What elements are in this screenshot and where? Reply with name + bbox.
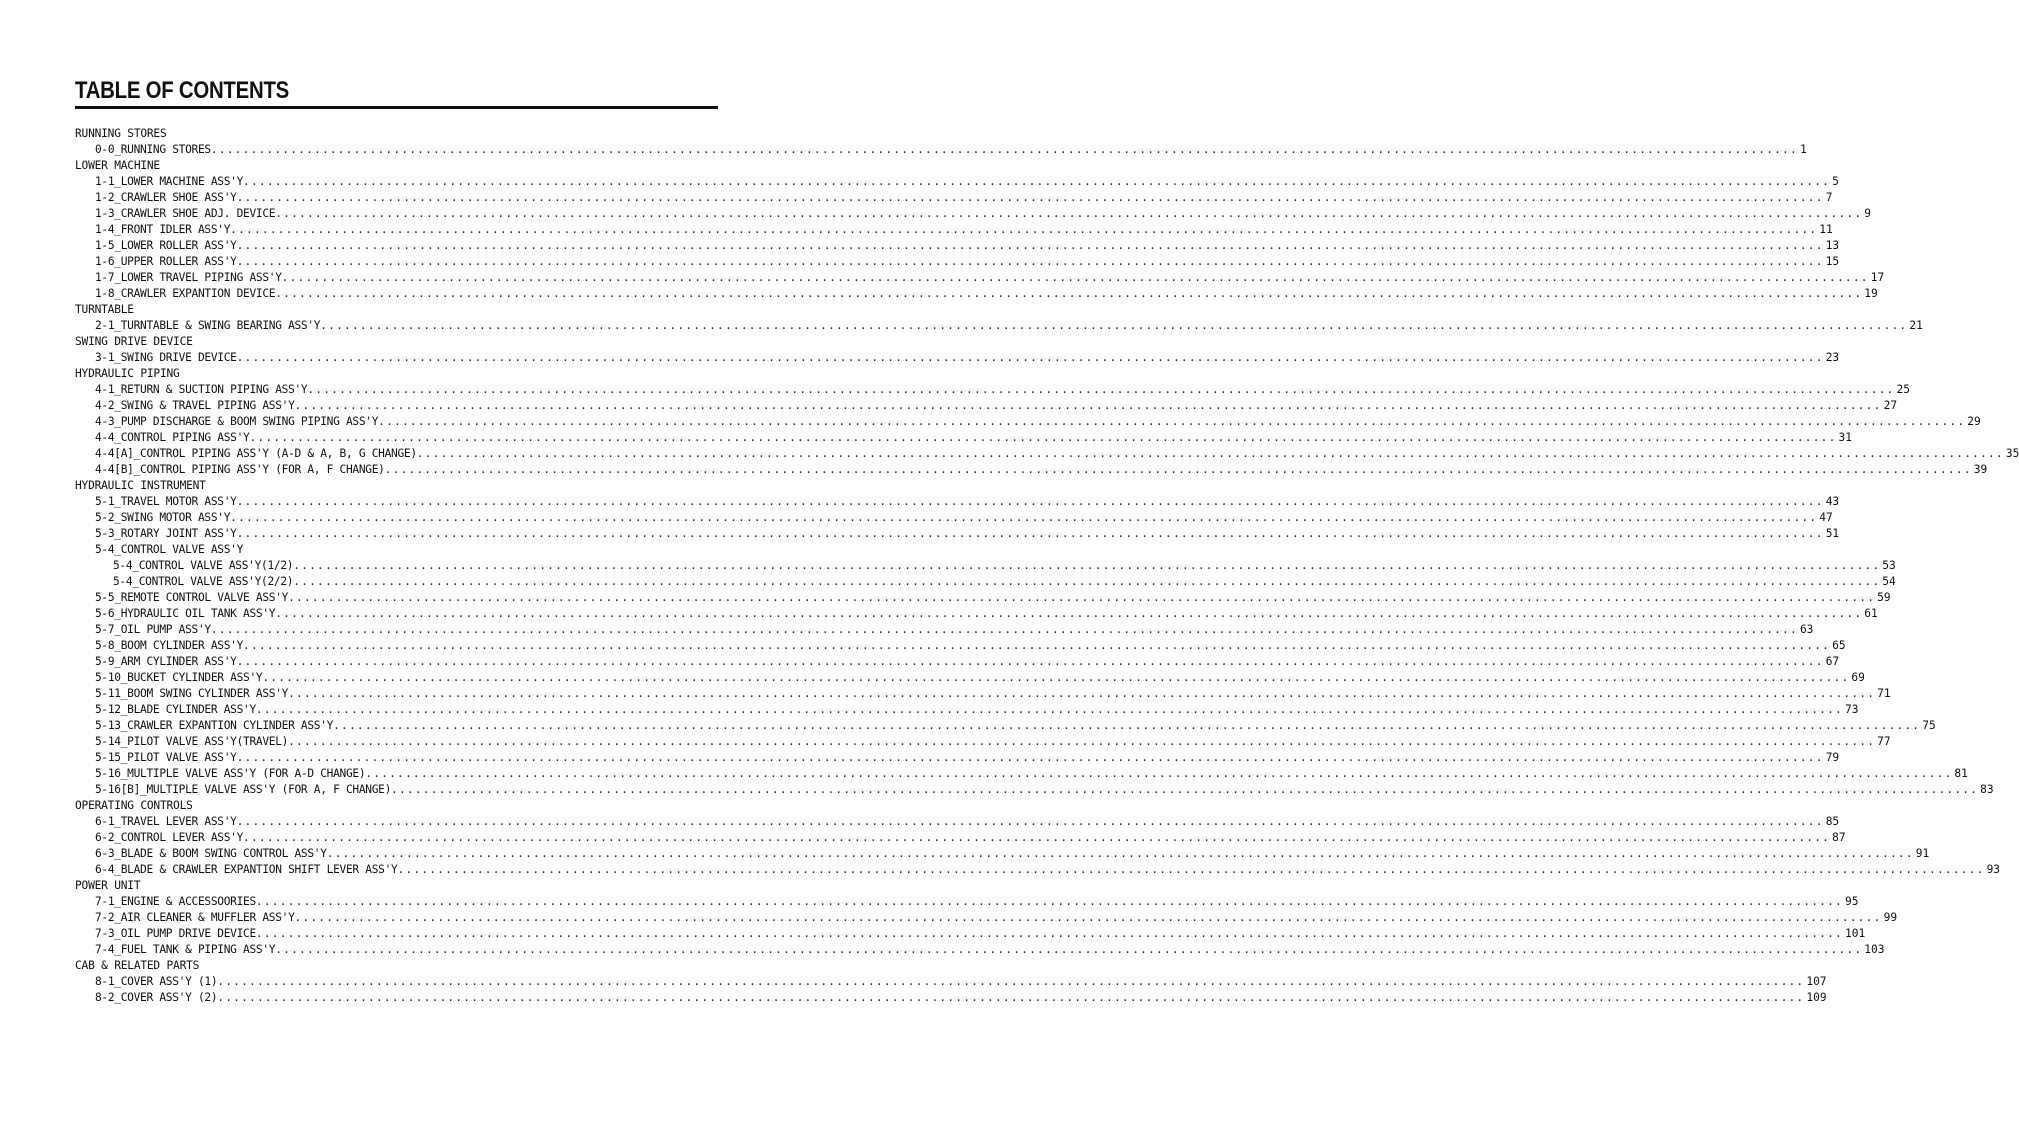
toc-entry[interactable] [75,558,1896,574]
toc-entry[interactable] [75,542,718,558]
dot-leader: ........................................................................................................................................................................................................ [288,735,1876,748]
toc-entry-label: 5-16[B]_MULTIPLE VALVE ASS'Y (FOR A, F CHANGE) [95,783,392,796]
toc-page-number: 103 [1864,943,1885,956]
toc-entry-label: 5-3_ROTARY JOINT ASS'Y [95,527,237,540]
toc-entry-label: 5-1_TRAVEL MOTOR ASS'Y [95,495,237,508]
dot-leader: ........................................................................................................................................................................................................ [210,623,1798,636]
toc-entry-label: 5-13_CRAWLER EXPANTION CYLINDER ASS'Y [95,719,334,732]
dot-leader: ........................................................................................................................................................................................................ [255,895,1843,908]
dot-leader: ........................................................................................................................................................................................................ [230,223,1818,236]
toc-entry[interactable] [75,206,1872,222]
toc-section-heading: HYDRAULIC PIPING [75,367,180,380]
toc-page-number: 67 [1825,655,1840,668]
toc-entry[interactable] [75,510,1833,526]
toc-entry-label: 5-2_SWING MOTOR ASS'Y [95,511,231,524]
toc-page-number: 7 [1825,191,1833,204]
toc-entry-label: 8-1_COVER ASS'Y (1) [95,975,218,988]
toc-entry[interactable] [75,350,1840,366]
toc-entry-label: 1-3_CRAWLER SHOE ADJ. DEVICE [95,207,276,220]
toc-entry[interactable] [75,606,1878,622]
toc-entry[interactable] [75,462,1988,478]
toc-page-number: 29 [1967,415,1981,428]
toc-entry-label: 5-10_BUCKET CYLINDER ASS'Y [95,671,263,684]
toc-entry[interactable] [75,782,1994,798]
toc-page-number: 65 [1832,639,1846,652]
toc-entry-label: 5-16_MULTIPLE VALVE ASS'Y (FOR A-D CHANGE) [95,767,366,780]
toc-entry[interactable] [75,318,1923,334]
toc-entry-label: 6-4_BLADE & CRAWLER EXPANTION SHIFT LEVER ASS'Y [95,863,398,876]
dot-leader: ........................................................................................................................................................................................................ [293,575,1881,588]
toc-page-number: 93 [1986,863,2001,876]
dot-leader: ........................................................................................................................................................................................................ [378,415,1966,428]
toc-entry-label: 4-3_PUMP DISCHARGE & BOOM SWING PIPING ASS'Y [95,415,379,428]
toc-entry[interactable] [75,910,1898,926]
toc-page-number: 63 [1799,623,1814,636]
toc-entry[interactable] [75,430,1853,446]
dot-leader: ........................................................................................................................................................................................................ [217,975,1805,988]
toc-page-number: 5 [1832,175,1839,188]
toc-section-heading: POWER UNIT [75,879,141,892]
toc-entry-label: 5-5_REMOTE CONTROL VALVE ASS'Y [95,591,289,604]
dot-leader: ........................................................................................................................................................................................................ [275,607,1863,620]
toc-page-number: 39 [1973,463,1988,476]
toc-entry[interactable] [75,254,1840,270]
dot-leader: ........................................................................................................................................................................................................ [236,351,1824,364]
toc-page-number: 79 [1825,751,1840,764]
toc-page-number: 101 [1844,927,1866,940]
dot-leader: ........................................................................................................................................................................................................ [236,815,1824,828]
toc-entry-label: 1-8_CRAWLER EXPANTION DEVICE [95,287,276,300]
toc-page-number: 23 [1825,351,1840,364]
title-rule [75,106,718,109]
toc-entry[interactable] [75,670,1865,686]
toc-page-number: 35 [2005,447,2019,460]
dot-leader: ........................................................................................................................................................................................................ [397,863,1985,876]
toc-entry-label: 1-5_LOWER ROLLER ASS'Y [95,239,237,252]
toc-page-number: 13 [1825,239,1840,252]
dot-leader: ........................................................................................................................................................................................................ [262,671,1850,684]
toc-page-number: 71 [1877,687,1891,700]
toc-entry[interactable] [75,286,1878,302]
toc-entry[interactable] [75,750,1840,766]
dot-leader: ........................................................................................................................................................................................................ [236,527,1824,540]
toc-page-number: 27 [1883,399,1898,412]
toc-entry[interactable] [75,382,1910,398]
dot-leader: ........................................................................................................................................................................................................ [236,751,1824,764]
toc-page-number: 31 [1838,431,1853,444]
toc-entry[interactable] [75,414,1981,430]
toc-entry-label: 5-9_ARM CYLINDER ASS'Y [95,655,237,668]
toc-entry[interactable] [75,222,1833,238]
toc-page-number: 17 [1870,271,1885,284]
toc-entry-label: 1-6_UPPER ROLLER ASS'Y [95,255,237,268]
toc-entry[interactable] [75,974,1827,990]
toc-section-heading: TURNTABLE [75,303,134,316]
toc-page-number: 1 [1799,143,1807,156]
dot-leader: ........................................................................................................................................................................................................ [255,703,1843,716]
toc-entry[interactable] [75,174,1839,190]
toc-entry-label: 1-7_LOWER TRAVEL PIPING ASS'Y [95,271,282,284]
toc-entry[interactable] [75,814,1840,830]
toc-entry-label: 5-8_BOOM CYLINDER ASS'Y [95,639,244,652]
toc-page-number: 21 [1909,319,1923,332]
toc-entry[interactable] [75,190,1833,206]
toc-page-number: 54 [1882,575,1896,588]
toc-entry-label: 4-4[B]_CONTROL PIPING ASS'Y (FOR A, F CHANGE) [95,463,385,476]
toc-entry-label: 6-2_CONTROL LEVER ASS'Y [95,831,244,844]
toc-entry-label: 1-4_FRONT IDLER ASS'Y [95,223,231,236]
dot-leader: ........................................................................................................................................................................................................ [281,271,1869,284]
dot-leader: ........................................................................................................................................................................................................ [365,767,1953,780]
toc-page-number: 73 [1844,703,1859,716]
toc-entry[interactable] [75,638,1846,654]
toc-entry-label: 5-15_PILOT VALVE ASS'Y [95,751,237,764]
toc-page-number: 9 [1864,207,1872,220]
toc-entry[interactable] [75,702,1859,718]
toc-entry-label: 5-4_CONTROL VALVE ASS'Y(1/2) [113,559,294,572]
toc-entry[interactable] [75,590,1891,606]
toc-page-number: 15 [1825,255,1840,268]
toc-entry-label: 4-4_CONTROL PIPING ASS'Y [95,431,250,444]
toc-entry-label: 7-4_FUEL TANK & PIPING ASS'Y [95,943,276,956]
toc-entry[interactable] [75,238,1840,254]
toc-entry[interactable] [75,718,1936,734]
toc-entry-label: 5-14_PILOT VALVE ASS'Y(TRAVEL) [95,735,289,748]
dot-leader: ........................................................................................................................................................................................................ [384,463,1972,476]
toc-entry[interactable] [75,862,2001,878]
toc-entry[interactable] [75,526,1840,542]
document-page [75,76,2019,1006]
toc-entry-label: 5-7_OIL PUMP ASS'Y [95,623,211,636]
toc-page-number: 81 [1954,767,1968,780]
dot-leader: ........................................................................................................................................................................................................ [391,783,1979,796]
toc-page-number: 77 [1877,735,1891,748]
dot-leader: ........................................................................................................................................................................................................ [288,591,1876,604]
toc-page-number: 83 [1980,783,1994,796]
dot-leader: ........................................................................................................................................................................................................ [236,191,1824,204]
toc-entry-label: 6-1_TRAVEL LEVER ASS'Y [95,815,237,828]
dot-leader: ........................................................................................................................................................................................................ [217,991,1805,1004]
toc-entry-label: 7-2_AIR CLEANER & MUFFLER ASS'Y [95,911,295,924]
toc-page-number: 53 [1882,559,1896,572]
dot-leader: ........................................................................................................................................................................................................ [236,495,1824,508]
toc-entry-label: 5-6_HYDRAULIC OIL TANK ASS'Y [95,607,276,620]
toc-entry[interactable] [75,766,1968,782]
toc-entry-label: 3-1_SWING DRIVE DEVICE [95,351,237,364]
dot-leader: ........................................................................................................................................................................................................ [416,447,2004,460]
dot-leader: ........................................................................................................................................................................................................ [288,687,1876,700]
toc-entry-label: 5-4_CONTROL VALVE ASS'Y [95,543,244,556]
toc-page-number: 25 [1896,383,1910,396]
toc-entry[interactable] [75,926,1866,942]
dot-leader: ........................................................................................................................................................................................................ [243,831,1831,844]
dot-leader: ........................................................................................................................................................................................................ [236,255,1824,268]
toc-entry[interactable] [75,942,1885,958]
dot-leader: ........................................................................................................................................................................................................ [243,175,1831,188]
toc-entry[interactable] [75,142,1807,158]
dot-leader: ........................................................................................................................................................................................................ [255,927,1843,940]
dot-leader: ........................................................................................................................................................................................................ [320,319,1908,332]
toc-entry-label: 7-1_ENGINE & ACCESSOORIES [95,895,256,908]
toc-entry[interactable] [75,270,1885,286]
toc-page-number: 43 [1825,495,1840,508]
dot-leader: ........................................................................................................................................................................................................ [236,655,1824,668]
toc-section-heading: RUNNING STORES [75,127,167,140]
toc-section-heading: CAB & RELATED PARTS [75,959,200,972]
toc-entry[interactable] [75,894,1859,910]
toc-entry-label: 1-1_LOWER MACHINE ASS'Y [95,175,244,188]
toc-page-number: 19 [1864,287,1878,300]
toc-entry[interactable] [75,494,1840,510]
toc-entry[interactable] [75,398,1898,414]
toc-section-heading: OPERATING CONTROLS [75,799,193,812]
toc-page-number: 51 [1825,527,1840,540]
dot-leader: ........................................................................................................................................................................................................ [275,943,1863,956]
toc-entry[interactable] [75,446,2019,462]
toc-page-number: 59 [1877,591,1891,604]
toc-page-number: 85 [1825,815,1840,828]
toc-page-number: 91 [1915,847,1930,860]
toc-entry-label: 5-11_BOOM SWING CYLINDER ASS'Y [95,687,289,700]
toc-entry[interactable] [75,734,1891,750]
toc-entry-label: 1-2_CRAWLER SHOE ASS'Y [95,191,237,204]
toc-entry-label: 6-3_BLADE & BOOM SWING CONTROL ASS'Y [95,847,327,860]
toc-section-heading: LOWER MACHINE [75,159,160,172]
dot-leader: ........................................................................................................................................................................................................ [210,143,1798,156]
toc-section-heading: SWING DRIVE DEVICE [75,335,193,348]
toc-entry-label: 4-1_RETURN & SUCTION PIPING ASS'Y [95,383,308,396]
dot-leader: ........................................................................................................................................................................................................ [249,431,1837,444]
toc-page-number: 61 [1864,607,1878,620]
toc-entry-label: 4-4[A]_CONTROL PIPING ASS'Y (A-D & A, B, G CHANGE) [95,447,417,460]
toc-page-number: 107 [1806,975,1827,988]
dot-leader: ........................................................................................................................................................................................................ [275,287,1863,300]
toc-entry-label: 8-2_COVER ASS'Y (2) [95,991,218,1004]
toc-page-number: 47 [1819,511,1833,524]
toc-page-number: 11 [1819,223,1833,236]
dot-leader: ........................................................................................................................................................................................................ [230,511,1818,524]
toc-entry-label: 5-4_CONTROL VALVE ASS'Y(2/2) [113,575,294,588]
toc-page-number: 87 [1832,831,1846,844]
table-of-contents [75,126,2019,1006]
toc-entry[interactable] [75,622,1814,638]
dot-leader: ........................................................................................................................................................................................................ [243,639,1831,652]
toc-section-heading: HYDRAULIC INSTRUMENT [75,479,206,492]
toc-entry-label: 2-1_TURNTABLE & SWING BEARING ASS'Y [95,319,321,332]
toc-entry[interactable] [75,654,1840,670]
toc-page-number: 99 [1883,911,1898,924]
toc-page-number: 95 [1844,895,1859,908]
dot-leader: ........................................................................................................................................................................................................ [333,719,1921,732]
dot-leader: ........................................................................................................................................................................................................ [236,239,1824,252]
toc-entry-label: 0-0_RUNNING STORES [95,143,211,156]
toc-entry[interactable] [75,846,1930,862]
dot-leader: ........................................................................................................................................................................................................ [293,559,1881,572]
dot-leader: ........................................................................................................................................................................................................ [326,847,1914,860]
toc-entry[interactable] [75,990,1827,1006]
toc-page-number: 109 [1806,991,1827,1004]
toc-entry-label: 5-12_BLADE CYLINDER ASS'Y [95,703,256,716]
toc-entry[interactable] [75,686,1891,702]
toc-page-number: 69 [1851,671,1865,684]
dot-leader: ........................................................................................................................................................................................................ [275,207,1863,220]
dot-leader: ........................................................................................................................................................................................................ [307,383,1895,396]
dot-leader: ........................................................................................................................................................................................................ [294,911,1882,924]
page-title: TABLE OF CONTENTS [75,77,290,104]
toc-entry[interactable] [75,574,1896,590]
toc-entry-label: 7-3_OIL PUMP DRIVE DEVICE [95,927,256,940]
toc-entry[interactable] [75,830,1846,846]
toc-entry-label: 4-2_SWING & TRAVEL PIPING ASS'Y [95,399,295,412]
dot-leader: ........................................................................................................................................................................................................ [294,399,1882,412]
toc-page-number: 75 [1922,719,1936,732]
